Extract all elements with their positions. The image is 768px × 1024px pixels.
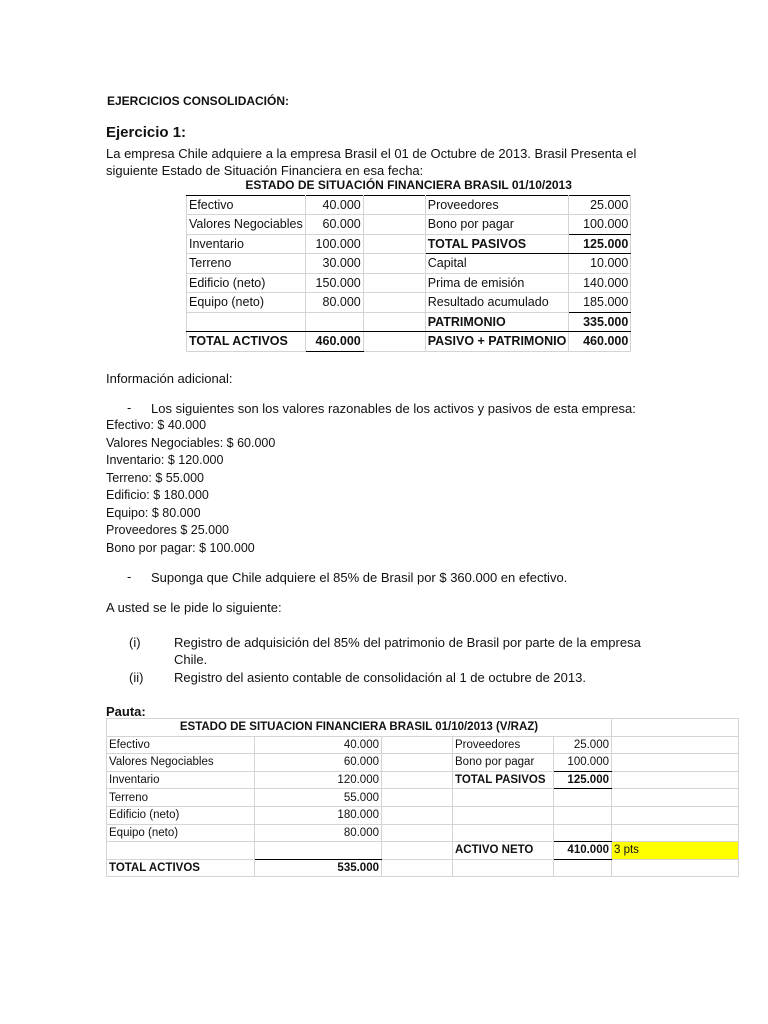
asset-value: 60.000 [255,754,382,772]
info-heading: Información adicional: [106,371,233,386]
fair-value-line: Efectivo: $ 40.000 [106,418,207,432]
spacer-cell [363,195,425,215]
asset-label: Equipo (neto) [187,293,306,313]
asset-value: 100.000 [305,234,363,254]
liability-value: 100.000 [554,754,612,772]
fair-value-balance-table [106,718,739,877]
table-row [107,754,739,772]
asset-value: 40.000 [305,195,363,215]
liability-label [453,824,554,842]
spacer-cell [363,234,425,254]
note-cell [612,789,739,807]
liability-value [554,806,612,824]
fair-value-line: Inventario: $ 120.000 [106,453,224,467]
note-cell [612,859,739,877]
asset-label: Equipo (neto) [107,824,255,842]
liability-value: 125.000 [569,234,631,254]
liability-label: Proveedores [425,195,569,215]
fair-value-line: Valores Negociables: $ 60.000 [106,435,276,450]
intro-line-2: siguiente Estado de Situación Financiera en esa fecha: [106,163,424,178]
liability-value: 410.000 [554,842,612,860]
asset-label: Terreno [107,789,255,807]
spacer-cell [382,789,453,807]
asset-value: 30.000 [305,254,363,274]
spacer-cell [363,254,425,274]
note-cell [612,736,739,754]
table-row [187,215,631,235]
table-row [187,332,631,352]
note-cell [612,806,739,824]
liability-label: Capital [425,254,569,274]
spacer-cell [363,332,425,352]
task-text: Chile. [174,652,208,667]
liability-label: PATRIMONIO [425,312,569,332]
fair-value-line: Terreno: $ 55.000 [106,470,204,485]
spacer-cell [363,312,425,332]
asset-value: 80.000 [255,824,382,842]
spacer-cell [382,824,453,842]
ask-text: A usted se le pide lo siguiente: [106,600,282,615]
asset-value: 180.000 [255,806,382,824]
spacer-cell [363,273,425,293]
liability-label: ACTIVO NETO [453,842,554,860]
liability-label: Prima de emisión [425,273,569,293]
table-row [107,771,739,789]
liability-value: 100.000 [569,215,631,235]
liability-label: Bono por pagar [425,215,569,235]
table-row [107,806,739,824]
task-text: Registro de adquisición del 85% del patrimonio de Brasil por parte de la empresa [174,635,641,650]
table-title: ESTADO DE SITUACION FINANCIERA BRASIL 01/10/2013 (V/RAZ) [107,719,612,737]
exercise-title: Ejercicio 1: [106,124,187,141]
spacer-cell [382,859,453,877]
bullet-dash: - [127,569,132,584]
liability-value [554,789,612,807]
note-cell [612,719,739,737]
note-cell [612,824,739,842]
liability-label: Bono por pagar [453,754,554,772]
liability-label: Resultado acumulado [425,293,569,313]
table-row [107,789,739,807]
liability-label: Proveedores [453,736,554,754]
asset-value [305,312,363,332]
task-number: (ii) [129,670,144,685]
liability-value: 460.000 [569,332,631,352]
asset-value: 150.000 [305,273,363,293]
table-row [187,234,631,254]
liability-value: 125.000 [554,771,612,789]
spacer-cell [363,215,425,235]
asset-value: 460.000 [305,332,363,352]
bullet-2: Suponga que Chile adquiere el 85% de Brasil por $ 360.000 en efectivo. [151,570,568,585]
spacer-cell [382,736,453,754]
table-row [107,859,739,877]
asset-label: Edificio (neto) [107,806,255,824]
balance-sheet-table [186,176,631,352]
table-row [187,254,631,274]
bullet-1: Los siguientes son los valores razonables de los activos y pasivos de esta empresa: [151,401,636,416]
table-row [187,293,631,313]
asset-value: 535.000 [255,859,382,877]
spacer-cell [363,293,425,313]
note-cell [612,754,739,772]
liability-value: 10.000 [569,254,631,274]
asset-label: Inventario [107,771,255,789]
liability-value [554,824,612,842]
liability-label [453,859,554,877]
asset-label [187,312,306,332]
liability-label: TOTAL PASIVOS [425,234,569,254]
asset-label: Valores Negociables [107,754,255,772]
fair-value-line: Bono por pagar: $ 100.000 [106,540,255,555]
asset-label: Inventario [187,234,306,254]
asset-label: Terreno [187,254,306,274]
liability-value [554,859,612,877]
liability-value: 185.000 [569,293,631,313]
liability-label: PASIVO + PATRIMONIO [425,332,569,352]
fair-value-line: Proveedores $ 25.000 [106,523,230,537]
table-row [187,312,631,332]
spacer-cell [382,754,453,772]
asset-label: Efectivo [187,195,306,215]
table-row [187,273,631,293]
table-row [107,842,739,860]
liability-value: 335.000 [569,312,631,332]
liability-label [453,806,554,824]
pauta-label: Pauta: [106,704,146,719]
bullet-dash: - [127,400,132,415]
asset-label: TOTAL ACTIVOS [107,859,255,877]
document-heading: EJERCICIOS CONSOLIDACIÓN: [107,94,290,108]
asset-value: 55.000 [255,789,382,807]
intro-line-1: La empresa Chile adquiere a la empresa Brasil el 01 de Octubre de 2013. Brasil Presenta el [106,146,637,161]
asset-label: Efectivo [107,736,255,754]
liability-value: 25.000 [554,736,612,754]
asset-label: Valores Negociables [187,215,306,235]
note-cell [612,771,739,789]
task-text: Registro del asiento contable de consolidación al 1 de octubre de 2013. [174,670,586,685]
asset-label: Edificio (neto) [187,273,306,293]
liability-label [453,789,554,807]
liability-value: 140.000 [569,273,631,293]
asset-value: 120.000 [255,771,382,789]
asset-value: 60.000 [305,215,363,235]
fair-value-line: Equipo: $ 80.000 [106,505,201,520]
table-row [107,736,739,754]
asset-value: 40.000 [255,736,382,754]
table-row [187,195,631,215]
asset-label: TOTAL ACTIVOS [187,332,306,352]
score-note: 3 pts [612,842,739,860]
spacer-cell [382,806,453,824]
liability-value: 25.000 [569,195,631,215]
fair-value-line: Edificio: $ 180.000 [106,488,209,502]
liability-label: TOTAL PASIVOS [453,771,554,789]
asset-value: 80.000 [305,293,363,313]
table-row [107,824,739,842]
spacer-cell [382,771,453,789]
asset-label [107,842,255,860]
table-title: ESTADO DE SITUACIÓN FINANCIERA BRASIL 01/10/2013 [245,178,572,193]
asset-value [255,842,382,860]
task-number: (i) [129,635,141,650]
spacer-cell [382,842,453,860]
